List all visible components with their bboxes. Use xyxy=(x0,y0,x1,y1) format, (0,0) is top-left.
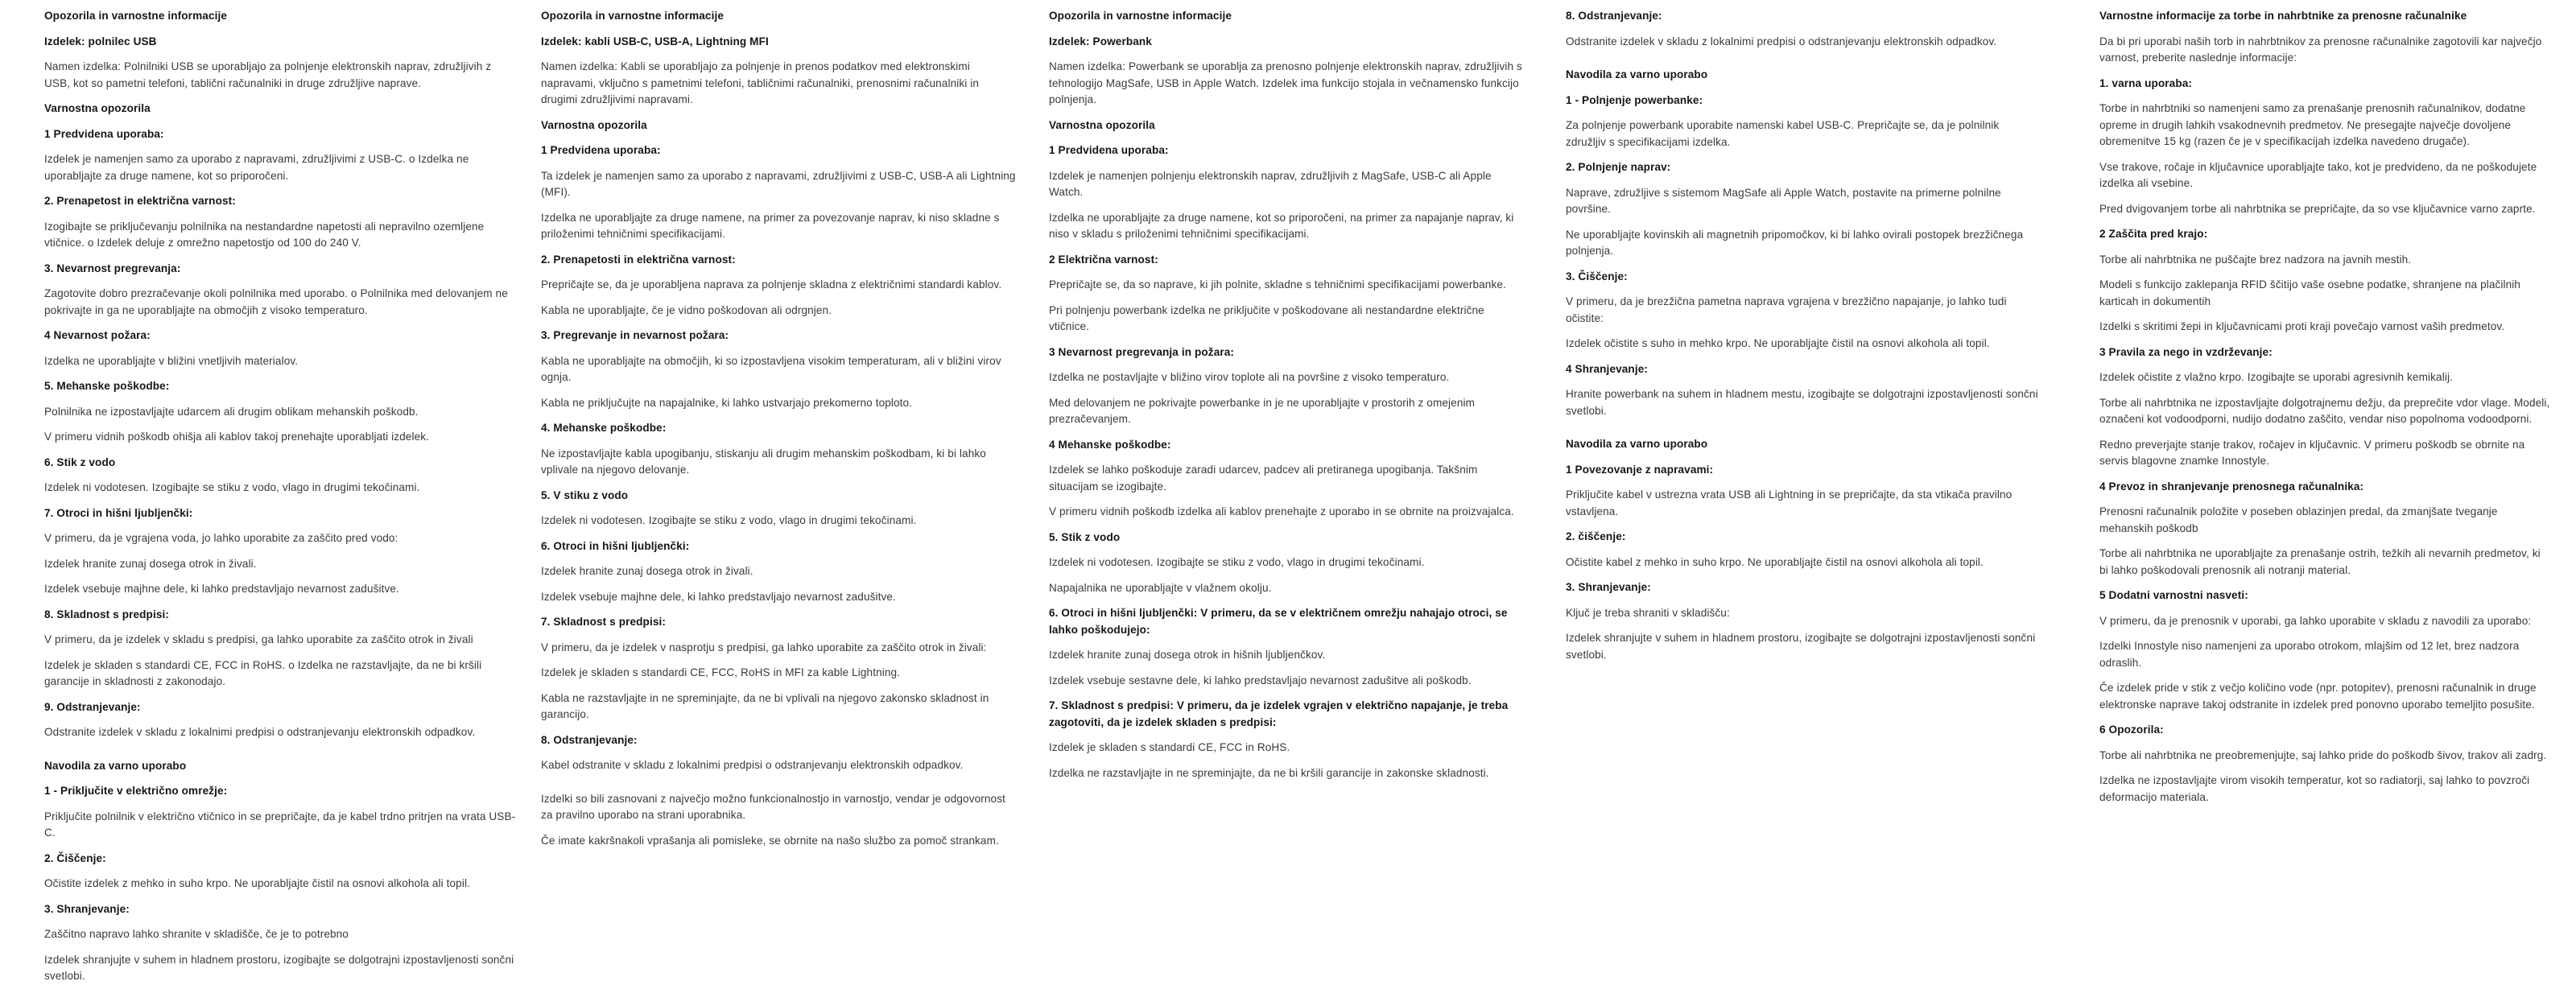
paragraph: Izdelek očistite z vlažno krpo. Izogibajte se uporabi agresivnih kemikalij. xyxy=(2099,371,2453,383)
paragraph: V primeru vidnih poškodb ohišja ali kablov takoj prenehajte uporabljati izdelek. xyxy=(44,431,430,443)
paragraph: Izdelek očistite s suho in mehko krpo. Ne uporabljajte čistil na osnovi alkohola ali topil. xyxy=(1566,337,1990,349)
section-heading: Opozorila in varnostne informacije xyxy=(44,10,227,22)
section-heading: 4 Shranjevanje: xyxy=(1566,362,1648,375)
section-heading: Izdelek: polnilec USB xyxy=(44,35,157,47)
paragraph: V primeru, da je brezžična pametna naprava vgrajena v brezžično napajanje, jo lahko tudi očistite: xyxy=(1566,295,2007,324)
column-laptop-bags xyxy=(2099,8,2550,814)
paragraph: Izdelek hranite zunaj dosega otrok in živali. xyxy=(44,557,257,570)
section-heading: 2. Prenapetosti in električna varnost: xyxy=(541,253,736,266)
paragraph: V primeru, da je izdelek v skladu s predpisi, ga lahko uporabite za zaščito otrok in živali xyxy=(44,633,473,645)
paragraph: Očistite kabel z mehko in suho krpo. Ne uporabljajte čistil na osnovi alkohola ali topil. xyxy=(1566,555,1984,568)
section-heading: 4 Prevoz in shranjevanje prenosnega računalnika: xyxy=(2099,480,2364,493)
paragraph: Izdelka ne uporabljajte za druge namene, na primer za povezovanje naprav, ki niso skladne s priloženimi tehničnimi specifikacijami. xyxy=(541,211,1000,240)
paragraph: Da bi pri uporabi naših torb in nahrbtnikov za prenosne računalnike zagotovili kar največjo varnost, preberite naslednje informacije: xyxy=(2099,35,2542,64)
paragraph: Ne uporabljajte kovinskih ali magnetnih pripomočkov, ki bi lahko ovirali postopek brezžičnega polnjenja. xyxy=(1566,228,2024,257)
section-heading: 1 - Priključite v električno omrežje: xyxy=(44,785,228,797)
section-heading: Varnostna opozorila xyxy=(1049,118,1155,131)
section-heading: 2. čiščenje: xyxy=(1566,530,1626,542)
paragraph: Prepričajte se, da je uporabljena naprava za polnjenje skladna z električnimi standardi kablov. xyxy=(541,278,1002,291)
paragraph: Med delovanjem ne pokrivajte powerbanke in je ne uporabljajte v prostorih z omejenim prezračevanjem. xyxy=(1049,396,1476,425)
section-heading: 2 Zaščita pred krajo: xyxy=(2099,228,2208,240)
section-heading: Navodila za varno uporabo xyxy=(1566,438,1708,450)
paragraph: Izdelek hranite zunaj dosega otrok in živali. xyxy=(541,565,753,577)
paragraph: Izdelek shranjujte v suhem in hladnem prostoru, izogibajte se dolgotrajni izpostavljenosti sončni svetlobi. xyxy=(1566,632,2036,661)
paragraph: Namen izdelka: Kabli se uporabljajo za polnjenje in prenos podatkov med elektronskimi napravami, vključno s pametnimi telefoni, tabličnimi računalniki, prenosnimi računalniki in drugimi združljivimi napravami. xyxy=(541,60,980,105)
section-heading: 5. V stiku z vodo xyxy=(541,489,629,501)
paragraph: V primeru, da je vgrajena voda, jo lahko uporabite za zaščito pred vodo: xyxy=(44,532,398,544)
section-heading: 6. Otroci in hišni ljubljenčki: V primeru, da se v električnem omrežju nahajajo otroci, se lahko poškodujejo: xyxy=(1049,607,1508,636)
section-heading: Izdelek: kabli USB-C, USB-A, Lightning MFI xyxy=(541,35,769,47)
paragraph: V primeru, da je prenosnik v uporabi, ga lahko uporabite v skladu z navodili za uporabo: xyxy=(2099,614,2532,627)
paragraph: Izdelek shranjujte v suhem in hladnem prostoru, izogibajte se dolgotrajni izpostavljenosti sončni svetlobi. xyxy=(44,953,514,982)
paragraph: Prepričajte se, da so naprave, ki jih polnite, skladne s tehničnimi specifikacijami powerbanke. xyxy=(1049,278,1506,291)
section-heading: Navodila za varno uporabo xyxy=(1566,68,1708,80)
paragraph: Očistite izdelek z mehko in suho krpo. Ne uporabljajte čistil na osnovi alkohola ali topil. xyxy=(44,877,470,889)
paragraph: V primeru, da je izdelek v nasprotju s predpisi, ga lahko uporabite za zaščito otrok in živali: xyxy=(541,641,987,653)
paragraph: Priključite kabel v ustrezna vrata USB ali Lightning in se prepričajte, da sta vtikača pravilno vstavljena. xyxy=(1566,489,2013,517)
section-heading: 5. Stik z vodo xyxy=(1049,530,1121,543)
paragraph: Zagotovite dobro prezračevanje okoli polnilnika med uporabo. o Polnilnika med delovanjem ne pokrivajte in ga ne uporabljajte na območjih z visoko temperaturo. xyxy=(44,287,508,316)
paragraph: Izdelka ne razstavljajte in ne spreminjajte, da ne bi kršili garancije in zakonske skladnosti. xyxy=(1049,766,1489,779)
section-heading: 4. Mehanske poškodbe: xyxy=(541,422,667,434)
paragraph: Namen izdelka: Powerbank se uporablja za prenosno polnjenje elektronskih naprav, združljivih s tehnologijo MagSafe, USB in Apple Watch. Izdelek ima funkcijo stojala in večnamensko funkcijo polnjenja. xyxy=(1049,60,1522,105)
paragraph: Kabla ne razstavljajte in ne spreminjajte, da ne bi vplivali na njegovo zakonsko skladnost in garancijo. xyxy=(541,691,989,720)
paragraph: Zaščitno napravo lahko shranite v skladišče, če je to potrebno xyxy=(44,928,349,940)
section-heading: Navodila za varno uporabo xyxy=(44,759,187,772)
section-heading: 9. Odstranjevanje: xyxy=(44,700,141,713)
paragraph: Izdelek vsebuje majhne dele, ki lahko predstavljajo nevarnost zadušitve. xyxy=(44,583,399,595)
section-heading: 3 Nevarnost pregrevanja in požara: xyxy=(1049,345,1235,358)
section-heading: 1 Predvidena uporaba: xyxy=(1049,144,1169,156)
paragraph: Izdelka ne postavljajte v bližino virov toplote ali na površine z visoko temperaturo. xyxy=(1049,371,1450,383)
paragraph: Torbe in nahrbtniki so namenjeni samo za prenašanje prenosnih računalnikov, dodatne opreme in drugih lahkih vsakodnevnih predmetov. Ne presegajte največje dovoljene obremenitve 15 kg (razen če je v specifikacijah izdelka navedeno drugače). xyxy=(2099,102,2526,147)
section-heading: 2. Čiščenje: xyxy=(44,851,106,864)
column-usb-charger xyxy=(44,8,516,994)
paragraph: Izdelek hranite zunaj dosega otrok in hišnih ljubljenčkov. xyxy=(1049,649,1326,661)
paragraph: Če izdelek pride v stik z večjo količino vode (npr. potopitev), prenosni računalnik in druge elektronske naprave takoj odstranite in izdelek pred ponovno uporabo temeljito posušite. xyxy=(2099,682,2537,711)
section-heading: Varnostna opozorila xyxy=(44,102,151,114)
paragraph: Izdelek je skladen s standardi CE, FCC, RoHS in MFI za kable Lightning. xyxy=(541,666,901,678)
paragraph: V primeru vidnih poškodb izdelka ali kablov prenehajte z uporabo in se obrnite na proizvajalca. xyxy=(1049,505,1514,517)
paragraph: Izdelki so bili zasnovani z največjo možno funkcionalnostjo in varnostjo, vendar je odgovornost za pravilno uporabo na strani uporabnika. xyxy=(541,792,1005,821)
paragraph: Ta izdelek je namenjen samo za uporabo z napravami, združljivimi z USB-C, USB-A ali Lightning (MFI). xyxy=(541,169,1016,198)
section-heading: 6 Opozorila: xyxy=(2099,724,2164,736)
section-heading: 8. Skladnost s predpisi: xyxy=(44,608,169,621)
section-heading: 7. Skladnost s predpisi: xyxy=(541,616,666,628)
paragraph: Izdelek vsebuje sestavne dele, ki lahko predstavljajo nevarnost zadušitve ali poškodb. xyxy=(1049,674,1472,686)
paragraph: Priključite polnilnik v električno vtičnico in se prepričajte, da je kabel trdno pritrjen na vrata USB-C. xyxy=(44,810,516,839)
section-heading: Varnostna opozorila xyxy=(541,118,647,131)
paragraph: Odstranite izdelek v skladu z lokalnimi predpisi o odstranjevanju elektronskih odpadkov. xyxy=(44,726,476,738)
paragraph: Namen izdelka: Polnilniki USB se uporabljajo za polnjenje elektronskih naprav, združljivih z USB, kot so pametni telefoni, tablični računalniki in druge združljive naprave. xyxy=(44,60,492,89)
paragraph: Izdelek ni vodotesen. Izogibajte se stiku z vodo, vlago in drugimi tekočinami. xyxy=(541,514,917,526)
paragraph: Torbe ali nahrbtnika ne uporabljajte za prenašanje ostrih, težkih ali nevarnih predmetov, ki bi lahko poškodovali prenosnik ali notranji material. xyxy=(2099,547,2541,576)
section-heading: Opozorila in varnostne informacije xyxy=(541,10,724,22)
paragraph: Izdelek se lahko poškoduje zaradi udarcev, padcev ali pretiranega upogibanja. Takšnim situacijam se izogibajte. xyxy=(1049,464,1478,493)
section-heading: 1 Predvidena uporaba: xyxy=(44,127,164,140)
paragraph: Izdelek ni vodotesen. Izogibajte se stiku z vodo, vlago in drugimi tekočinami. xyxy=(44,481,420,493)
section-heading: 1 Povezovanje z napravami: xyxy=(1566,463,1714,476)
paragraph: Prenosni računalnik položite v poseben oblazinjen predal, da zmanjšate tveganje mehanskih poškodb xyxy=(2099,505,2498,534)
paragraph: Kabla ne uporabljajte, če je vidno poškodovan ali odrgnjen. xyxy=(541,303,832,316)
paragraph: Izdelek je skladen s standardi CE, FCC in RoHS. o Izdelka ne razstavljajte, da ne bi kršili garancije in skladnosti z zakonodajo. xyxy=(44,658,482,687)
paragraph: Hranite powerbank na suhem in hladnem mestu, izogibajte se dolgotrajni izpostavljenosti sončni svetlobi. xyxy=(1566,388,2038,417)
section-heading: 1 - Polnjenje powerbanke: xyxy=(1566,93,1703,106)
paragraph: Kabla ne priključujte na napajalnike, ki lahko ustvarjajo prekomerno toploto. xyxy=(541,396,913,409)
section-heading: 7. Otroci in hišni ljubljenčki: xyxy=(44,506,193,519)
paragraph: Izdelek je namenjen samo za uporabo z napravami, združljivimi z USB-C. o Izdelka ne uporabljajte za druge namene, kot so priporočeni. xyxy=(44,153,469,182)
paragraph: Izdelka ne izpostavljajte virom visokih temperatur, kot so radiatorji, saj lahko to povzroči deformacijo materiala. xyxy=(2099,774,2530,803)
section-heading: 4 Nevarnost požara: xyxy=(44,329,151,341)
paragraph: Izdelek vsebuje majhne dele, ki lahko predstavljajo nevarnost zadušitve. xyxy=(541,590,896,603)
paragraph: Za polnjenje powerbank uporabite namenski kabel USB-C. Prepričajte se, da je polnilnik združljiv s specifikacijami izdelka. xyxy=(1566,119,2000,148)
paragraph: Izdelka ne uporabljajte za druge namene, kot so priporočeni, na primer za napajanje naprav, ki niso v skladu s priloženimi tehničnimi specifikacijami. xyxy=(1049,211,1514,240)
paragraph: Naprave, združljive s sistemom MagSafe ali Apple Watch, postavite na primerne polnilne površine. xyxy=(1566,186,2001,215)
section-heading: 2. Polnjenje naprav: xyxy=(1566,161,1671,173)
section-heading: 6. Stik z vodo xyxy=(44,456,116,468)
paragraph: Torbe ali nahrbtnika ne puščajte brez nadzora na javnih mestih. xyxy=(2099,253,2412,266)
paragraph: Kabla ne uporabljajte na območjih, ki so izpostavljena visokim temperaturam, ali v bližini virov ognja. xyxy=(541,354,1001,383)
paragraph: Odstranite izdelek v skladu z lokalnimi predpisi o odstranjevanju elektronskih odpadkov. xyxy=(1566,35,1997,47)
column-cables xyxy=(541,8,1018,858)
section-heading: Varnostne informacije za torbe in nahrbtnike za prenosne računalnike xyxy=(2099,10,2467,22)
section-heading: 4 Mehanske poškodbe: xyxy=(1049,438,1171,451)
section-heading: 8. Odstranjevanje: xyxy=(1566,10,1662,22)
paragraph: Izdelki s skritimi žepi in ključavnicami proti kraji povečajo varnost vaših predmetov. xyxy=(2099,320,2505,332)
section-heading: 3. Čiščenje: xyxy=(1566,270,1628,282)
paragraph: Izdelek je skladen s standardi CE, FCC in RoHS. xyxy=(1049,741,1290,753)
section-heading: 2 Električna varnost: xyxy=(1049,253,1158,266)
section-heading: 1 Predvidena uporaba: xyxy=(541,144,661,156)
section-heading: Opozorila in varnostne informacije xyxy=(1049,10,1232,22)
paragraph: Napajalnika ne uporabljajte v vlažnem okolju. xyxy=(1049,581,1272,594)
paragraph: Ne izpostavljajte kabla upogibanju, stiskanju ali drugim mehanskim poškodbam, ki bi lahko vplivale na njegovo delovanje. xyxy=(541,447,986,476)
section-heading: 3. Shranjevanje: xyxy=(1566,581,1651,593)
section-heading: 2. Prenapetost in električna varnost: xyxy=(44,195,236,207)
paragraph: Torbe ali nahrbtnika ne preobremenjujte, saj lahko pride do poškodb šivov, trakov ali zadrg. xyxy=(2099,748,2547,761)
paragraph: Izdelek je namenjen polnjenju elektronskih naprav, združljivih z MagSafe, USB-C ali Apple Watch. xyxy=(1049,169,1492,198)
section-heading: 3. Nevarnost pregrevanja: xyxy=(44,262,181,274)
paragraph: Če imate kakršnakoli vprašanja ali pomisleke, se obrnite na našo službo za pomoč strankam. xyxy=(541,834,999,847)
column-powerbank xyxy=(1049,8,1525,790)
section-heading: 5. Mehanske poškodbe: xyxy=(44,380,170,392)
paragraph: Redno preverjajte stanje trakov, ročajev in ključavnic. V primeru poškodb se obrnite na servis blagovne znamke Innostyle. xyxy=(2099,438,2525,467)
paragraph: Izdelka ne uporabljajte v bližini vnetljivih materialov. xyxy=(44,354,299,367)
paragraph: Vse trakove, ročaje in ključavnice uporabljajte tako, kot je predvideno, da ne poškodujete izdelka ali vsebine. xyxy=(2099,160,2537,189)
paragraph: Izdelek ni vodotesen. Izogibajte se stiku z vodo, vlago in drugimi tekočinami. xyxy=(1049,556,1425,568)
section-heading: 3 Pravila za nego in vzdrževanje: xyxy=(2099,345,2273,358)
section-heading: 1. varna uporaba: xyxy=(2099,76,2193,89)
paragraph: Ključ je treba shraniti v skladišču: xyxy=(1566,606,1730,619)
paragraph: Pri polnjenju powerbank izdelka ne priključite v poškodovane ali nestandardne električne vtičnice. xyxy=(1049,303,1484,332)
section-heading: 6. Otroci in hišni ljubljenčki: xyxy=(541,539,690,552)
paragraph: Izdelki Innostyle niso namenjeni za uporabo otrokom, mlajšim od 12 let, brez nadzora odraslih. xyxy=(2099,640,2520,669)
section-heading: 7. Skladnost s predpisi: V primeru, da je izdelek vgrajen v električno napajanje, je treba zagotoviti, da je izdelek skladen s predpisi: xyxy=(1049,699,1509,728)
section-heading: 3. Shranjevanje: xyxy=(44,902,130,915)
section-heading: 5 Dodatni varnostni nasveti: xyxy=(2099,589,2248,601)
section-heading: 8. Odstranjevanje: xyxy=(541,733,638,746)
paragraph: Kabel odstranite v skladu z lokalnimi predpisi o odstranjevanju elektronskih odpadkov. xyxy=(541,759,964,771)
paragraph: Polnilnika ne izpostavljajte udarcem ali drugim oblikam mehanskih poškodb. xyxy=(44,405,419,418)
section-heading: 3. Pregrevanje in nevarnost požara: xyxy=(541,329,729,341)
paragraph: Modeli s funkcijo zaklepanja RFID ščitijo vaše osebne podatke, shranjene na plačilnih karticah in dokumentih xyxy=(2099,278,2521,307)
paragraph: Izogibajte se priključevanju polnilnika na nestandardne napetosti ali nepravilno ozemljene vtičnice. o Izdelek deluje z omrežno napetostjo od 100 do 240 V. xyxy=(44,220,485,249)
paragraph: Pred dvigovanjem torbe ali nahrbtnika se prepričajte, da so vse ključavnice varno zaprte. xyxy=(2099,202,2536,215)
section-heading: Izdelek: Powerbank xyxy=(1049,35,1152,47)
column-powerbank-instructions xyxy=(1566,8,2039,672)
paragraph: Torbe ali nahrbtnika ne izpostavljajte dolgotrajnemu dežju, da preprečite vdor vlage. Modeli, označeni kot vodoodporni, nudijo dodatno zaščito, vendar niso popolnoma vodoodporni. xyxy=(2099,396,2550,425)
